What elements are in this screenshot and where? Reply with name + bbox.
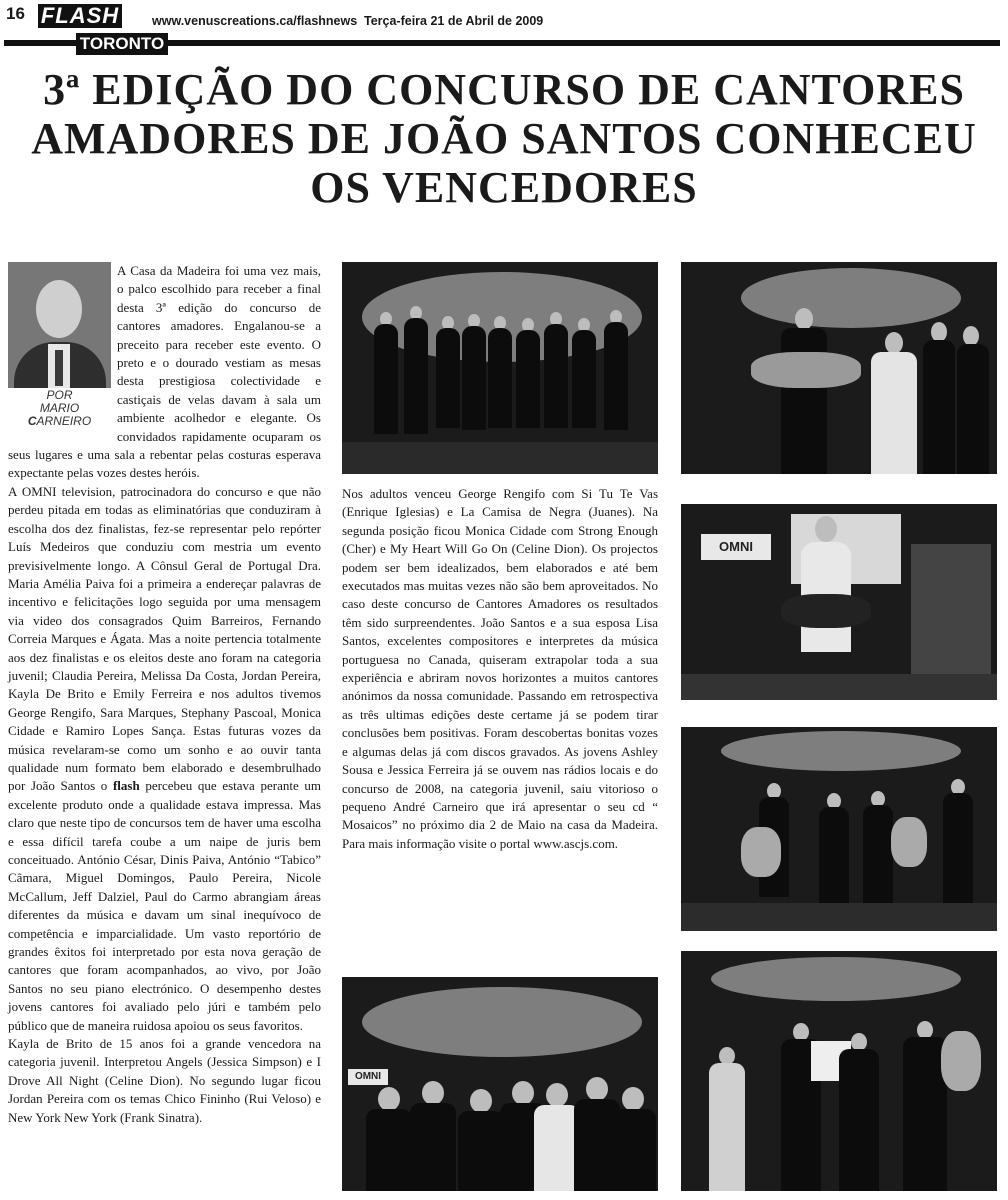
author-caption bbox=[8, 389, 111, 428]
photo-winner-trophy bbox=[681, 262, 997, 474]
author-caption-by: POR bbox=[46, 388, 73, 402]
article-column-2 bbox=[342, 485, 658, 853]
omni-sign-2: OMNI bbox=[348, 1069, 388, 1085]
article-column-1 bbox=[8, 262, 321, 1127]
photo-guitar-performer bbox=[681, 504, 997, 700]
photo-finalists-stage bbox=[342, 262, 658, 474]
photo-finalists-flowers bbox=[681, 727, 997, 931]
paragraph-1: A Casa da Madeira foi uma vez mais, o palco escolhido para receber a final desta 3ª edição do concurso de cantores amadores. Engalanou-se a preceito para receber este evento. O preto e o dourado vestiam as mesas desta prestigiosa colectividade e castiçais de velas davam à sala um ambiente acolhedor e elegante. Os convidados rapidamente ocuparam os seus lugares e uma sala a rebentar pelas costuras esperava expectante pelas vozes destes heróis. bbox=[8, 263, 321, 481]
photo-winners-bouquets bbox=[681, 951, 997, 1191]
paragraph-2: A OMNI television, patrocinadora do concurso e que não perdeu pitada em todas as eliminatórias que conduziram à escolha dos dez finalistas, fez-se representar pelo repórter Luís Medeiros que conduziu com mestria um evento previsivelmente longo. A Cônsul Geral de Portugal Dra. Maria Amélia Paiva foi a primeira a endereçar palavras de incentivo e felicitações logo seguida por uma mensagem via video dos consagrados Quim Barreiros, Fernando Correia Marques e Ágata. Mas a noite pertencia totalmente aos dez finalistas e os eleitos deste ano foram na categoria juvenil; Claudia Pereira, Melissa Da Costa, Jordan Pereira, Kayla De Brito e Emily Ferreira e nos adultos tivemos George Rengifo, Sara Marques, Stephany Pascoal, Monica Cidade e Ramiro Lopes Sança. Estas futuras vozes da música revelaram-se como um sonho e ao ouvir tanta qualidade num formato bem elaborado e desembrulhado por João Santos o flash percebeu que estava perante um excelente produto onde a qualidade estava impressa. Mas claro que neste tipo de concursos tem de haver uma escolha e essa difícil tarefa coube a um naipe de juris bem conceituado. António César, Dinis Paiva, António “Tabico” Câmara, Miguel Domingos, Paulo Pereira, Nicole McCallum, Jeff Dalziel, Paul do Carmo abrangiam áreas diferentes da música e davam um sinal inequívoco de competência e imparcialidade. Um vasto reportório de grandes êxitos foi interpretado por esta nova geração de cantores que foram acompanhados, ao vivo, por João Santos no seu piano electrónico. O desempenho destes jovens cantores foi avaliado pelo júri e também pelo público que de maneira ruidosa apoiou os seus favoritos. bbox=[8, 483, 321, 1033]
header-url: www.venuscreations.ca/flashnews bbox=[152, 14, 358, 28]
headline-line-2: AMADORES DE JOÃO SANTOS CONHECEU bbox=[31, 114, 977, 163]
headline-line-3: OS VENCEDORES bbox=[310, 163, 698, 212]
omni-sign: OMNI bbox=[701, 534, 771, 560]
author-box bbox=[8, 262, 111, 428]
flash-logo: FLASH bbox=[38, 4, 122, 28]
headline bbox=[20, 65, 988, 215]
headline-line-1: 3ª EDIÇÃO DO CONCURSO DE CANTORES bbox=[43, 65, 965, 114]
paragraph-3: Kayla de Brito de 15 anos foi a grande vencedora na categoria juvenil. Interpretou Angels (Jessica Simpson) e I Drove All Night (Celine Dion). No segundo lugar ficou Jordan Pereira com os temas Chico Fininho (Rui Veloso) e New York New York (Frank Sinatra). bbox=[8, 1036, 321, 1125]
header-date: Terça-feira 21 de Abril de 2009 bbox=[364, 14, 544, 28]
section-label: TORONTO bbox=[76, 33, 168, 55]
paragraph-4: Nos adultos venceu George Rengifo com Si Tu Te Vas (Enrique Iglesias) e La Camisa de Negra (Juanes). Na segunda posição ficou Monica Cidade com Strong Enough (Cher) e My Heart Will Go On (Celine Dion). Os projectos podem ser bem idealizados, bem elaborados e até bem executados mas muitas vezes não são bem aproveitados. No caso deste concurso de Cantores Amadores os resultados têm sido surpreendentes. João Santos e a sua esposa Lisa Santos, excelentes compositores e interpretes da música portuguesa no Canada, quiseram extrapolar toda a sua experiência e abriram novos horizontes a muitos cantores anónimos da nossa comunidade. Passando em retrospectiva as três ultimas edições deste certame já se podem tirar conclusões bem positivas. Foram descobertas bonitas vozes e algumas delas já com discos gravados. As jovens Ashley Sousa e Jessica Ferreira já se ouvem nas rádios locais e do concurso de 2008, na categoria juvenil, saiu vitorioso o pequeno André Carneiro que irá apresentar o seu cd “ Mosaicos” no próximo dia 2 de Maio na casa da Madeira. Para mais informação visite o portal www.ascjs.com. bbox=[342, 486, 658, 851]
page-number: 16 bbox=[6, 4, 25, 23]
author-photo bbox=[8, 262, 111, 388]
author-caption-last: CARNEIRO bbox=[27, 414, 92, 428]
photo-group-jury bbox=[342, 977, 658, 1191]
author-caption-first: MARIO bbox=[39, 401, 80, 415]
